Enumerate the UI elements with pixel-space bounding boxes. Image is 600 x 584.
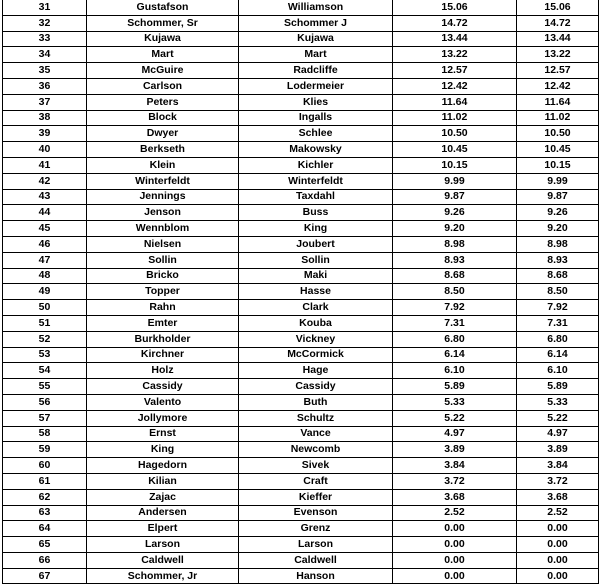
name-cell: Wennblom bbox=[87, 221, 239, 237]
rank-cell: 35 bbox=[3, 63, 87, 79]
name-cell: Rahn bbox=[87, 300, 239, 316]
score-cell: 0.00 bbox=[393, 568, 517, 584]
partner-cell: McCormick bbox=[239, 347, 393, 363]
table-row bbox=[3, 426, 599, 442]
rank-cell: 36 bbox=[3, 78, 87, 94]
rank-cell: 49 bbox=[3, 284, 87, 300]
partner-cell: Schommer J bbox=[239, 15, 393, 31]
partner-cell: Winterfeldt bbox=[239, 173, 393, 189]
score-cell: 7.31 bbox=[393, 315, 517, 331]
total-cell: 5.33 bbox=[517, 394, 599, 410]
rank-cell: 60 bbox=[3, 458, 87, 474]
rank-cell: 50 bbox=[3, 300, 87, 316]
name-cell: Emter bbox=[87, 315, 239, 331]
name-cell: Klein bbox=[87, 157, 239, 173]
rank-cell: 58 bbox=[3, 426, 87, 442]
rank-cell: 64 bbox=[3, 521, 87, 537]
total-cell: 9.20 bbox=[517, 221, 599, 237]
partner-cell: Evenson bbox=[239, 505, 393, 521]
table-row bbox=[3, 315, 599, 331]
table-row bbox=[3, 47, 599, 63]
score-cell: 9.99 bbox=[393, 173, 517, 189]
name-cell: Elpert bbox=[87, 521, 239, 537]
partner-cell: Klies bbox=[239, 94, 393, 110]
score-cell: 10.15 bbox=[393, 157, 517, 173]
rank-cell: 32 bbox=[3, 15, 87, 31]
name-cell: Block bbox=[87, 110, 239, 126]
rank-cell: 41 bbox=[3, 157, 87, 173]
total-cell: 6.80 bbox=[517, 331, 599, 347]
table-row bbox=[3, 78, 599, 94]
rank-cell: 34 bbox=[3, 47, 87, 63]
partner-cell: Lodermeier bbox=[239, 78, 393, 94]
partner-cell: Schultz bbox=[239, 410, 393, 426]
score-cell: 10.45 bbox=[393, 142, 517, 158]
name-cell: McGuire bbox=[87, 63, 239, 79]
name-cell: Carlson bbox=[87, 78, 239, 94]
table-row bbox=[3, 505, 599, 521]
total-cell: 0.00 bbox=[517, 552, 599, 568]
partner-cell: Larson bbox=[239, 537, 393, 553]
partner-cell: King bbox=[239, 221, 393, 237]
name-cell: Winterfeldt bbox=[87, 173, 239, 189]
name-cell: Schommer, Jr bbox=[87, 568, 239, 584]
partner-cell: Buth bbox=[239, 394, 393, 410]
table-row bbox=[3, 0, 599, 15]
name-cell: Valento bbox=[87, 394, 239, 410]
total-cell: 9.99 bbox=[517, 173, 599, 189]
partner-cell: Caldwell bbox=[239, 552, 393, 568]
partner-cell: Kujawa bbox=[239, 31, 393, 47]
total-cell: 14.72 bbox=[517, 15, 599, 31]
score-cell: 9.20 bbox=[393, 221, 517, 237]
table-row bbox=[3, 410, 599, 426]
partner-cell: Hasse bbox=[239, 284, 393, 300]
partner-cell: Vickney bbox=[239, 331, 393, 347]
name-cell: Zajac bbox=[87, 489, 239, 505]
total-cell: 4.97 bbox=[517, 426, 599, 442]
rank-cell: 65 bbox=[3, 537, 87, 553]
total-cell: 8.93 bbox=[517, 252, 599, 268]
table-row bbox=[3, 110, 599, 126]
rank-cell: 42 bbox=[3, 173, 87, 189]
name-cell: Bricko bbox=[87, 268, 239, 284]
total-cell: 2.52 bbox=[517, 505, 599, 521]
total-cell: 8.50 bbox=[517, 284, 599, 300]
score-cell: 0.00 bbox=[393, 521, 517, 537]
table-row bbox=[3, 142, 599, 158]
name-cell: Jollymore bbox=[87, 410, 239, 426]
name-cell: Larson bbox=[87, 537, 239, 553]
partner-cell: Newcomb bbox=[239, 442, 393, 458]
rank-cell: 61 bbox=[3, 473, 87, 489]
score-cell: 3.89 bbox=[393, 442, 517, 458]
name-cell: Dwyer bbox=[87, 126, 239, 142]
partner-cell: Kichler bbox=[239, 157, 393, 173]
table-row bbox=[3, 331, 599, 347]
total-cell: 13.44 bbox=[517, 31, 599, 47]
rank-cell: 52 bbox=[3, 331, 87, 347]
name-cell: Jennings bbox=[87, 189, 239, 205]
rank-cell: 47 bbox=[3, 252, 87, 268]
total-cell: 10.50 bbox=[517, 126, 599, 142]
table-row bbox=[3, 489, 599, 505]
partner-cell: Cassidy bbox=[239, 379, 393, 395]
total-cell: 8.98 bbox=[517, 236, 599, 252]
name-cell: Schommer, Sr bbox=[87, 15, 239, 31]
rank-cell: 59 bbox=[3, 442, 87, 458]
total-cell: 0.00 bbox=[517, 568, 599, 584]
partner-cell: Hage bbox=[239, 363, 393, 379]
score-cell: 9.26 bbox=[393, 205, 517, 221]
partner-cell: Williamson bbox=[239, 0, 393, 15]
rank-cell: 62 bbox=[3, 489, 87, 505]
rank-cell: 55 bbox=[3, 379, 87, 395]
table-row bbox=[3, 94, 599, 110]
total-cell: 10.45 bbox=[517, 142, 599, 158]
name-cell: Caldwell bbox=[87, 552, 239, 568]
standings-table bbox=[2, 0, 599, 584]
total-cell: 11.02 bbox=[517, 110, 599, 126]
table-row bbox=[3, 63, 599, 79]
partner-cell: Joubert bbox=[239, 236, 393, 252]
name-cell: Hagedorn bbox=[87, 458, 239, 474]
table-row bbox=[3, 552, 599, 568]
score-cell: 15.06 bbox=[393, 0, 517, 15]
score-cell: 11.64 bbox=[393, 94, 517, 110]
score-cell: 0.00 bbox=[393, 552, 517, 568]
total-cell: 3.84 bbox=[517, 458, 599, 474]
total-cell: 5.89 bbox=[517, 379, 599, 395]
score-cell: 10.50 bbox=[393, 126, 517, 142]
score-cell: 13.22 bbox=[393, 47, 517, 63]
name-cell: King bbox=[87, 442, 239, 458]
total-cell: 15.06 bbox=[517, 0, 599, 15]
name-cell: Nielsen bbox=[87, 236, 239, 252]
total-cell: 9.26 bbox=[517, 205, 599, 221]
partner-cell: Mart bbox=[239, 47, 393, 63]
total-cell: 7.92 bbox=[517, 300, 599, 316]
table-row bbox=[3, 252, 599, 268]
rank-cell: 63 bbox=[3, 505, 87, 521]
table-row bbox=[3, 221, 599, 237]
name-cell: Ernst bbox=[87, 426, 239, 442]
total-cell: 13.22 bbox=[517, 47, 599, 63]
total-cell: 10.15 bbox=[517, 157, 599, 173]
total-cell: 0.00 bbox=[517, 537, 599, 553]
partner-cell: Craft bbox=[239, 473, 393, 489]
score-cell: 8.50 bbox=[393, 284, 517, 300]
rank-cell: 67 bbox=[3, 568, 87, 584]
name-cell: Sollin bbox=[87, 252, 239, 268]
rank-cell: 66 bbox=[3, 552, 87, 568]
partner-cell: Kouba bbox=[239, 315, 393, 331]
rank-cell: 33 bbox=[3, 31, 87, 47]
score-cell: 5.22 bbox=[393, 410, 517, 426]
partner-cell: Maki bbox=[239, 268, 393, 284]
score-cell: 3.72 bbox=[393, 473, 517, 489]
name-cell: Kujawa bbox=[87, 31, 239, 47]
standings-table-body bbox=[3, 0, 599, 584]
name-cell: Peters bbox=[87, 94, 239, 110]
table-row bbox=[3, 347, 599, 363]
total-cell: 7.31 bbox=[517, 315, 599, 331]
table-row bbox=[3, 458, 599, 474]
name-cell: Topper bbox=[87, 284, 239, 300]
partner-cell: Taxdahl bbox=[239, 189, 393, 205]
score-cell: 9.87 bbox=[393, 189, 517, 205]
table-row bbox=[3, 537, 599, 553]
rank-cell: 51 bbox=[3, 315, 87, 331]
rank-cell: 56 bbox=[3, 394, 87, 410]
rank-cell: 53 bbox=[3, 347, 87, 363]
partner-cell: Sollin bbox=[239, 252, 393, 268]
score-cell: 4.97 bbox=[393, 426, 517, 442]
table-row bbox=[3, 126, 599, 142]
rank-cell: 57 bbox=[3, 410, 87, 426]
name-cell: Kilian bbox=[87, 473, 239, 489]
rank-cell: 46 bbox=[3, 236, 87, 252]
partner-cell: Ingalls bbox=[239, 110, 393, 126]
table-row bbox=[3, 521, 599, 537]
partner-cell: Makowsky bbox=[239, 142, 393, 158]
score-cell: 14.72 bbox=[393, 15, 517, 31]
total-cell: 0.00 bbox=[517, 521, 599, 537]
table-row bbox=[3, 31, 599, 47]
score-cell: 11.02 bbox=[393, 110, 517, 126]
total-cell: 12.42 bbox=[517, 78, 599, 94]
name-cell: Kirchner bbox=[87, 347, 239, 363]
score-cell: 5.33 bbox=[393, 394, 517, 410]
table-row bbox=[3, 379, 599, 395]
partner-cell: Schlee bbox=[239, 126, 393, 142]
rank-cell: 38 bbox=[3, 110, 87, 126]
rank-cell: 54 bbox=[3, 363, 87, 379]
score-cell: 8.98 bbox=[393, 236, 517, 252]
table-row bbox=[3, 189, 599, 205]
table-row bbox=[3, 442, 599, 458]
name-cell: Mart bbox=[87, 47, 239, 63]
name-cell: Jenson bbox=[87, 205, 239, 221]
table-row bbox=[3, 394, 599, 410]
table-row bbox=[3, 205, 599, 221]
rank-cell: 31 bbox=[3, 0, 87, 15]
score-cell: 6.80 bbox=[393, 331, 517, 347]
total-cell: 3.89 bbox=[517, 442, 599, 458]
total-cell: 11.64 bbox=[517, 94, 599, 110]
score-cell: 13.44 bbox=[393, 31, 517, 47]
rank-cell: 48 bbox=[3, 268, 87, 284]
score-cell: 3.84 bbox=[393, 458, 517, 474]
score-cell: 6.10 bbox=[393, 363, 517, 379]
score-cell: 2.52 bbox=[393, 505, 517, 521]
name-cell: Cassidy bbox=[87, 379, 239, 395]
partner-cell: Radcliffe bbox=[239, 63, 393, 79]
table-row bbox=[3, 157, 599, 173]
table-row bbox=[3, 268, 599, 284]
partner-cell: Buss bbox=[239, 205, 393, 221]
table-row bbox=[3, 236, 599, 252]
score-cell: 12.57 bbox=[393, 63, 517, 79]
name-cell: Gustafson bbox=[87, 0, 239, 15]
total-cell: 3.72 bbox=[517, 473, 599, 489]
table-row bbox=[3, 300, 599, 316]
total-cell: 8.68 bbox=[517, 268, 599, 284]
rank-cell: 44 bbox=[3, 205, 87, 221]
name-cell: Holz bbox=[87, 363, 239, 379]
total-cell: 6.14 bbox=[517, 347, 599, 363]
table-row bbox=[3, 284, 599, 300]
total-cell: 12.57 bbox=[517, 63, 599, 79]
rank-cell: 45 bbox=[3, 221, 87, 237]
score-cell: 12.42 bbox=[393, 78, 517, 94]
rank-cell: 39 bbox=[3, 126, 87, 142]
table-row bbox=[3, 15, 599, 31]
partner-cell: Hanson bbox=[239, 568, 393, 584]
total-cell: 5.22 bbox=[517, 410, 599, 426]
total-cell: 3.68 bbox=[517, 489, 599, 505]
table-row bbox=[3, 173, 599, 189]
table-row bbox=[3, 473, 599, 489]
table-row bbox=[3, 363, 599, 379]
rank-cell: 43 bbox=[3, 189, 87, 205]
score-cell: 3.68 bbox=[393, 489, 517, 505]
rank-cell: 40 bbox=[3, 142, 87, 158]
table-row bbox=[3, 568, 599, 584]
rank-cell: 37 bbox=[3, 94, 87, 110]
name-cell: Andersen bbox=[87, 505, 239, 521]
name-cell: Burkholder bbox=[87, 331, 239, 347]
score-cell: 6.14 bbox=[393, 347, 517, 363]
score-cell: 5.89 bbox=[393, 379, 517, 395]
score-cell: 0.00 bbox=[393, 537, 517, 553]
partner-cell: Clark bbox=[239, 300, 393, 316]
name-cell: Berkseth bbox=[87, 142, 239, 158]
total-cell: 9.87 bbox=[517, 189, 599, 205]
partner-cell: Kieffer bbox=[239, 489, 393, 505]
partner-cell: Sivek bbox=[239, 458, 393, 474]
score-cell: 7.92 bbox=[393, 300, 517, 316]
score-cell: 8.93 bbox=[393, 252, 517, 268]
total-cell: 6.10 bbox=[517, 363, 599, 379]
partner-cell: Vance bbox=[239, 426, 393, 442]
partner-cell: Grenz bbox=[239, 521, 393, 537]
score-cell: 8.68 bbox=[393, 268, 517, 284]
